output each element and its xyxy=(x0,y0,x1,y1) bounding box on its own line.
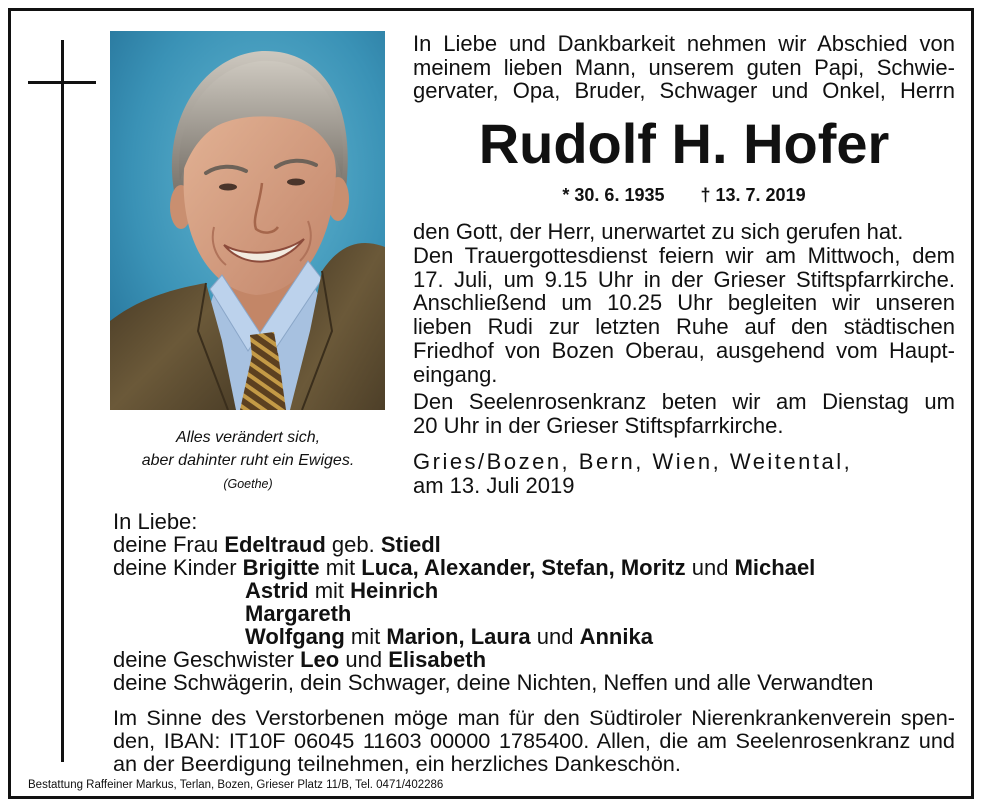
mourner-name: Leo xyxy=(300,647,340,672)
mourner-name: Astrid xyxy=(245,578,309,603)
mourner-line-child xyxy=(113,579,955,602)
mourner-relation: deine Frau xyxy=(113,532,219,557)
rosary-line: 20 Uhr in der Grieser Stiftspfarrkirche. xyxy=(413,412,784,438)
mourner-name: Brigitte xyxy=(242,555,320,580)
service-line: den Gott, der Herr, unerwartet zu sich gerufen hat. xyxy=(413,219,904,244)
service-line: lieben Rudi zur letzten Ruhe auf den städtischen xyxy=(413,314,955,340)
portrait-tie-knot xyxy=(250,332,278,357)
mourner-name: Michael xyxy=(734,555,816,580)
portrait-photo xyxy=(110,31,385,410)
rosary-text xyxy=(413,390,955,438)
mourner-name: Margareth xyxy=(245,601,352,626)
life-dates xyxy=(413,184,955,206)
donation-line: an der Beerdigung teilnehmen, ein herzliches Dankeschön. xyxy=(113,751,681,776)
service-line: eingang. xyxy=(413,361,498,387)
mourner-name: Stiedl xyxy=(380,532,441,557)
intro-line: gervater, Opa, Bruder, Schwager und Onkel, Herrn xyxy=(413,78,955,104)
birth-date: * 30. 6. 1935 xyxy=(562,185,665,205)
donation-line: Im Sinne des Verstorbenen möge man für den Südtiroler Nierenkrankenverein spen- xyxy=(113,705,955,730)
donation-line: den, IBAN: IT10F 06045 11603 00000 1785400. Allen, die am Seelenrosenkranz und xyxy=(113,728,955,753)
notice-date: am 13. Juli 2019 xyxy=(413,472,575,498)
service-text xyxy=(413,220,955,387)
mourner-name: Luca, Alexander, Stefan, Moritz xyxy=(361,555,686,580)
mourner-line-wife xyxy=(113,533,955,556)
rosary-line: Den Seelenrosenkranz beten wir am Dienstag um xyxy=(413,389,955,414)
mourner-relation: deine Kinder xyxy=(113,555,237,580)
intro-line: meinem lieben Mann, unserem guten Papi, Schwie- xyxy=(413,54,955,80)
place-date xyxy=(413,450,955,498)
quote-line: aber dahinter ruht ein Ewiges. xyxy=(141,452,355,469)
mourner-line-children xyxy=(113,556,955,579)
cross-icon-upright xyxy=(61,40,64,762)
mourner-name: Heinrich xyxy=(350,578,439,603)
mourner-relation: deine Geschwister xyxy=(113,647,294,672)
mourner-connector: und xyxy=(345,647,383,672)
mourner-connector: mit xyxy=(314,578,345,603)
mourner-line-siblings xyxy=(113,648,955,671)
mourner-name: Edeltraud xyxy=(224,532,326,557)
mourner-connector: mit xyxy=(350,624,381,649)
mourner-name: Elisabeth xyxy=(388,647,487,672)
mourner-line-child xyxy=(113,602,955,625)
mourner-name: Wolfgang xyxy=(245,624,345,649)
quote-block xyxy=(113,426,383,496)
intro-line: In Liebe und Dankbarkeit nehmen wir Abschied von xyxy=(413,31,955,56)
mourners-heading: In Liebe: xyxy=(113,509,198,534)
quote-author: (Goethe) xyxy=(223,477,273,491)
donation-text xyxy=(113,706,955,775)
mourner-name: Annika xyxy=(579,624,653,649)
portrait-left-eye xyxy=(219,184,237,191)
mourner-line-child xyxy=(113,625,955,648)
service-line: Den Trauergottesdienst feiern wir am Mittwoch, dem xyxy=(413,242,955,268)
places-line: Gries/Bozen, Bern, Wien, Weitental, xyxy=(413,449,853,474)
mourner-connector: mit xyxy=(325,555,356,580)
death-date: † 13. 7. 2019 xyxy=(700,185,806,205)
mourner-connector: und xyxy=(691,555,729,580)
service-line: Anschließend um 10.25 Uhr begleiten wir unseren xyxy=(413,290,955,316)
intro-text xyxy=(413,32,955,103)
mourner-connector: und xyxy=(536,624,574,649)
mourner-name: Marion, Laura xyxy=(386,624,531,649)
mourners-list xyxy=(113,510,955,694)
portrait-right-eye xyxy=(287,179,305,186)
mourner-connector: geb. xyxy=(331,532,375,557)
funeral-home-imprint: Bestattung Raffeiner Markus, Terlan, Bozen, Grieser Platz 11/B, Tel. 0471/402286 xyxy=(28,779,444,791)
quote-line: Alles verändert sich, xyxy=(175,429,321,446)
service-line: 17. Juli, um 9.15 Uhr in der Grieser Stiftspfarrkirche. xyxy=(413,266,955,292)
mourner-line-relatives: deine Schwägerin, dein Schwager, deine Nichten, Neffen und alle Verwandten xyxy=(113,670,874,695)
deceased-name: Rudolf H. Hofer xyxy=(478,112,890,175)
service-line: Friedhof von Bozen Oberau, ausgehend vom Haupt- xyxy=(413,337,955,363)
